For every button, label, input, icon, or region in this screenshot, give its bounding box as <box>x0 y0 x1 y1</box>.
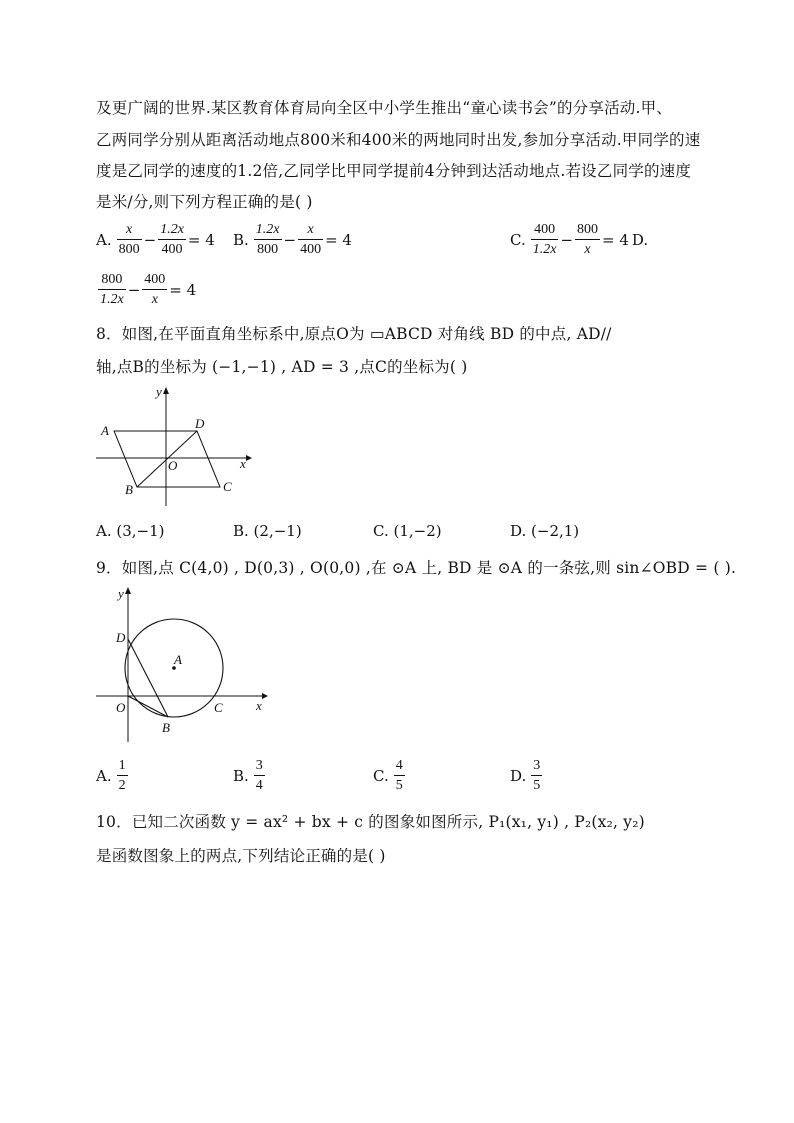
fraction: $\frac{1.2x}{800}$ <box>255 222 280 257</box>
q7-option-b[interactable] <box>233 220 352 259</box>
q10-text-line-2: 是函数图象上的两点,下列结论正确的是( ) <box>96 847 386 865</box>
option-label: A. <box>96 230 112 249</box>
q8-option-b[interactable]: B. (2,−1) <box>233 522 302 540</box>
equation-rhs: = 4 <box>169 280 197 299</box>
fraction: $\frac{400}{x}$ <box>144 272 166 307</box>
q7-text-line-3: 度是乙同学的速度的1.2倍,乙同学比甲同学提前4分钟到达活动地点.若设乙同学的速度 <box>96 162 692 180</box>
option-label: C. <box>510 230 526 249</box>
fraction: $\frac{400}{1.2x}$ <box>532 222 557 257</box>
fraction: $\frac{800}{x}$ <box>577 222 599 257</box>
label-d: D <box>116 630 126 645</box>
fraction: $\frac{x}{800}$ <box>118 222 140 257</box>
option-label: D. <box>510 766 527 785</box>
q9-text-line-1: 9．如图,点 C(4,0) , D(0,3) , O(0,0) ,在 ⊙A 上, BD 是 ⊙A 的一条弦,则 sin∠OBD = ( ). <box>96 559 737 577</box>
q7-option-c[interactable] <box>510 220 651 259</box>
q9-option-c[interactable] <box>373 756 407 795</box>
label-a: A <box>101 423 109 438</box>
q8-text-line-2: 轴,点B的坐标为 (−1,−1) , AD = 3 ,点C的坐标为( ) <box>96 358 468 376</box>
label-b: B <box>162 720 170 735</box>
minus-sign: − <box>143 230 157 249</box>
chord-bd <box>128 639 168 717</box>
fraction: $\frac{1.2x}{400}$ <box>160 222 184 257</box>
fraction: $\frac{x}{400}$ <box>300 222 322 257</box>
q7-option-a[interactable] <box>96 220 215 259</box>
minus-sign: − <box>283 230 297 249</box>
q8-option-a[interactable]: A. (3,−1) <box>96 522 165 540</box>
equation-rhs: = 4 <box>187 230 215 249</box>
q7-text-line-1: 及更广阔的世界.某区教育体育局向全区中小学生推出“童心读书会”的分享活动.甲、 <box>96 99 673 117</box>
fraction: $\frac{3}{5}$ <box>533 758 541 793</box>
fraction: $\frac{1}{2}$ <box>118 758 126 793</box>
option-label: D. <box>631 230 649 249</box>
label-b: B <box>125 482 133 497</box>
q8-option-d[interactable]: D. (−2,1) <box>510 522 580 540</box>
minus-sign: − <box>127 280 141 299</box>
label-x: x <box>256 698 262 713</box>
fraction: $\frac{800}{1.2x}$ <box>100 272 124 307</box>
q9-option-a[interactable] <box>96 756 130 795</box>
option-label: A. <box>96 766 112 785</box>
option-label: B. <box>233 230 249 249</box>
label-y: y <box>118 586 124 601</box>
label-y: y <box>156 384 162 399</box>
q8-text-line-1: 8．如图,在平面直角坐标系中,原点O为 ▭ABCD 对角线 BD 的中点, AD// <box>96 325 612 343</box>
minus-sign: − <box>560 230 574 249</box>
q9-circle-figure <box>94 584 274 744</box>
q8-parallelogram-figure <box>94 384 254 510</box>
label-x: x <box>240 456 246 471</box>
q10-text-line-1: 10．已知二次函数 y = ax² + bx + c 的图象如图所示, P₁(x₁, y₁) , P₂(x₂, y₂) <box>96 813 645 831</box>
option-label: C. <box>373 766 389 785</box>
q7-option-d[interactable] <box>96 270 196 309</box>
equation-rhs: = 4 <box>325 230 352 249</box>
q7-text-line-4: 是米/分,则下列方程正确的是( ) <box>96 193 313 211</box>
label-a: A <box>174 652 182 667</box>
y-axis-arrow <box>163 387 169 394</box>
fraction: $\frac{4}{5}$ <box>395 758 403 793</box>
x-axis-arrow <box>262 693 268 699</box>
label-c: C <box>223 479 232 494</box>
equation-rhs: = 4 <box>602 230 629 249</box>
x-axis-arrow <box>246 455 252 461</box>
q9-option-b[interactable] <box>233 756 267 795</box>
fraction: $\frac{3}{4}$ <box>255 758 263 793</box>
label-o: O <box>168 458 178 473</box>
q8-option-c[interactable]: C. (1,−2) <box>373 522 442 540</box>
q7-text-line-2: 乙两同学分别从距离活动地点800米和400米的两地同时出发,参加分享活动.甲同学的速 <box>96 131 701 149</box>
label-d: D <box>195 416 205 431</box>
option-label: B. <box>233 766 249 785</box>
label-o: O <box>116 700 126 715</box>
y-axis-arrow <box>125 587 131 594</box>
q9-option-d[interactable] <box>510 756 544 795</box>
diagonal-bd <box>137 431 197 487</box>
label-c: C <box>214 700 223 715</box>
